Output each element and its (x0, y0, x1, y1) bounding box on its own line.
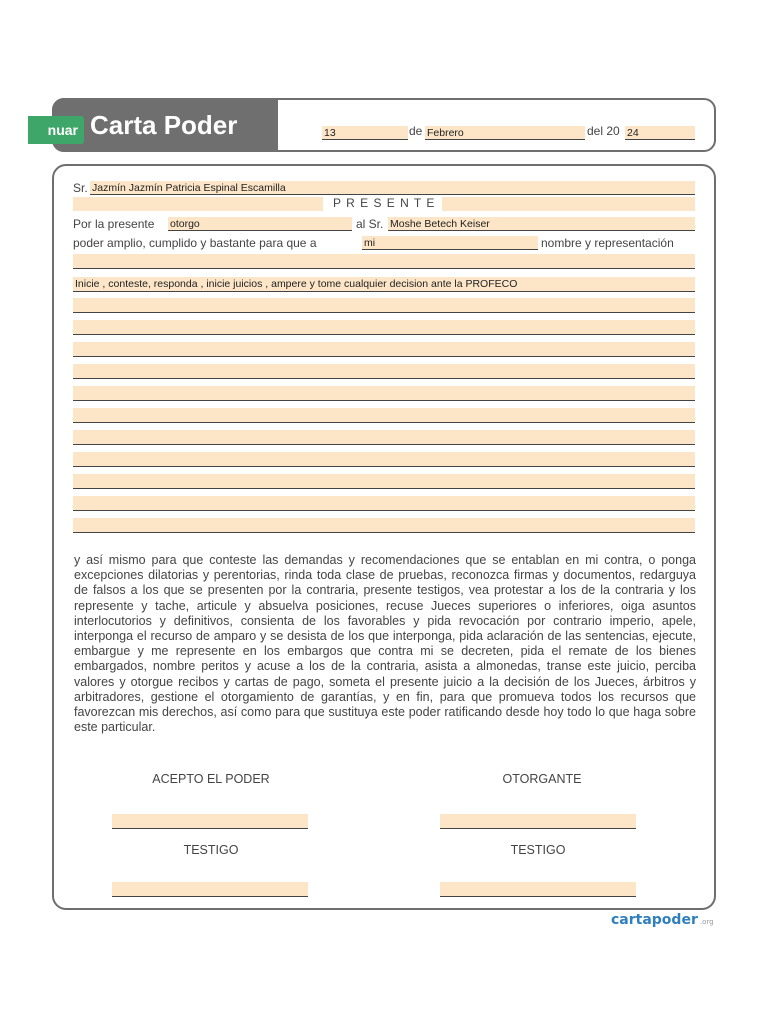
blank-line[interactable] (73, 364, 695, 379)
blank-line[interactable] (73, 298, 695, 313)
del-label: del 20 (587, 124, 620, 138)
form-frame (52, 164, 716, 910)
otorgante-signature-line[interactable] (440, 814, 636, 829)
por-la-presente-label: Por la presente (73, 217, 155, 231)
testigo-label-2: TESTIGO (510, 843, 566, 857)
month-field[interactable]: Febrero (425, 126, 585, 140)
attorney-field[interactable]: Moshe Betech Keiser (388, 217, 695, 231)
blank-line[interactable] (73, 320, 695, 335)
sr-label: Sr. (73, 181, 88, 195)
document-title: Carta Poder (90, 110, 238, 140)
presente-right-band (442, 197, 695, 211)
blank-line[interactable] (73, 386, 695, 401)
action-field[interactable]: otorgo (168, 217, 352, 231)
purpose-field[interactable]: Inicie , conteste, responda , inicie juicios , ampere y tome cualquier decision ante la PROFECO (73, 277, 695, 292)
blank-line[interactable] (73, 408, 695, 423)
testigo-signature-line-1[interactable] (112, 882, 308, 897)
recipient-field[interactable]: Jazmín Jazmín Patricia Espinal Escamilla (90, 181, 695, 195)
blank-line[interactable] (73, 452, 695, 467)
continuar-button[interactable]: nuar (28, 116, 84, 144)
nombre-label: nombre y representación (541, 236, 674, 250)
mi-field[interactable]: mi (362, 236, 538, 250)
al-sr-label: al Sr. (356, 217, 384, 231)
presente-heading: P R E S E N T E (333, 196, 436, 210)
legal-text: y así mismo para que conteste las demandas y recomendaciones que se entablan en mi contra, o ponga excepciones dilatorias y perentorias, rinda toda clase de pruebas, reconozca firmas y documentos, redarguya de falsos a los que se presenten por la contraria, presente testigos, vea protestar a los de la contraria y los represente y tache, articule y absuelva posiciones, recuse Jueces superiores o inferiores, oiga asuntos interlocutorios y definitivos, consienta de los favorables y pida revocación por contrario imperio, apele, interponga el recurso de amparo y se desista de los que interponga, pida aclaración de las sentencias, ejecute, embargue y me represente en los embargos que contra mi se decreten, pida el remate de los bienes embargados, nombre peritos y acuse a los de la contraria, asista a almonedas, transe este juicio, perciba valores y otorgue recibos y cartas de pago, someta el presente juicio a la decisión de los Jueces, árbitros y arbitradores, gestione el otorgamiento de garantías, y en fin, para que promueva todos los recursos que favorezcan mis derechos, así como para que sustituya este poder ratificando desde hoy todo lo que haga sobre este particular. (74, 553, 696, 735)
otorgante-label: OTORGANTE (502, 772, 582, 786)
blank-line[interactable] (73, 518, 695, 533)
day-field[interactable]: 13 (322, 126, 408, 140)
year-field[interactable]: 24 (625, 126, 695, 140)
blank-line[interactable] (73, 496, 695, 511)
presente-left-band (73, 197, 323, 211)
blank-line[interactable] (73, 430, 695, 445)
blank-line[interactable] (73, 342, 695, 357)
poder-label: poder amplio, cumplido y bastante para que a (73, 236, 317, 250)
blank-line[interactable] (73, 254, 695, 269)
blank-line[interactable] (73, 474, 695, 489)
testigo-label-1: TESTIGO (183, 843, 239, 857)
de-label: de (409, 124, 423, 138)
cartapoder-logo (611, 912, 714, 928)
testigo-signature-line-2[interactable] (440, 882, 636, 897)
logo-suffix: .org (699, 918, 714, 926)
acepto-signature-line[interactable] (112, 814, 308, 829)
logo-text: cartapoder (611, 912, 698, 928)
acepto-label: ACEPTO EL PODER (152, 772, 270, 786)
